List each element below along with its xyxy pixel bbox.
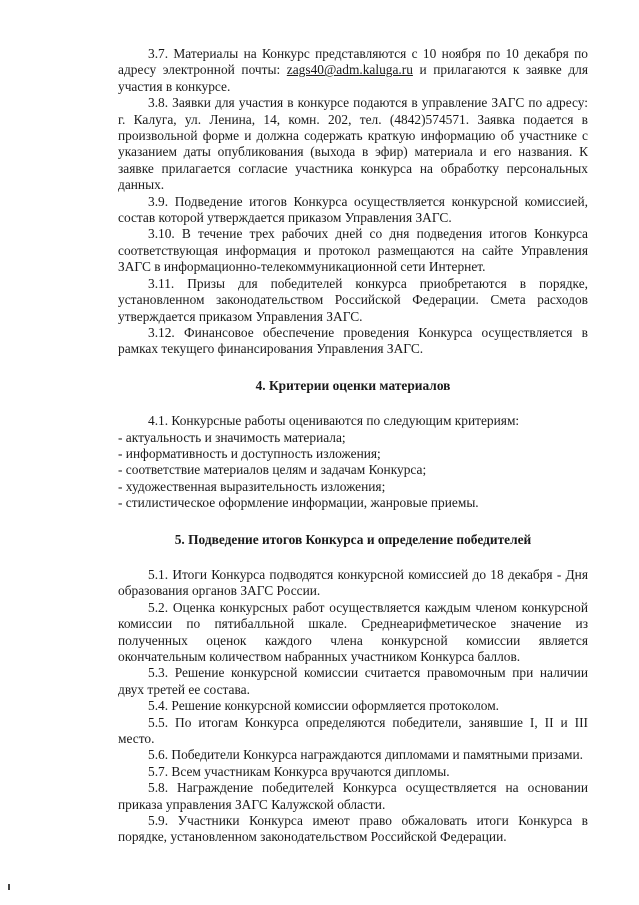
paragraph-5-1: 5.1. Итоги Конкурса подводятся конкурсной комиссией до 18 декабря - Дня образования органов ЗАГС России.	[118, 566, 588, 599]
paragraph-5-7: 5.7. Всем участникам Конкурса вручаются дипломы.	[148, 763, 450, 779]
paragraph-3-7	[118, 46, 588, 95]
criteria-item: - информативность и доступность изложения;	[118, 445, 381, 461]
paragraph-3-11: 3.11. Призы для победителей конкурса приобретаются в порядке, установленном законодательством Российской Федерации. Смета расходов утверждается приказом Управления ЗАГС.	[118, 275, 588, 324]
criteria-item: - стилистическое оформление информации, жанровые приемы.	[118, 495, 479, 511]
paragraph-5-5: 5.5. По итогам Конкурса определяются победители, занявшие I, II и III место.	[118, 714, 588, 747]
paragraph-5-2: 5.2. Оценка конкурсных работ осуществляется каждым членом конкурсной комиссии по пятибалльной шкале. Среднеарифметическое значение из полученных оценок каждого члена конкурсной комиссии является окончательным количеством набранных участником Конкурса баллов.	[118, 599, 588, 664]
spacer	[118, 512, 588, 532]
criteria-item: - актуальность и значимость материала;	[118, 429, 346, 445]
section-5-heading: 5. Подведение итогов Конкурса и определение победителей	[174, 531, 532, 547]
section-4-heading: 4. Критерии оценки материалов	[255, 377, 451, 393]
spacer	[118, 358, 588, 378]
scan-mark	[8, 884, 10, 890]
criteria-item: - художественная выразительность изложения;	[118, 478, 386, 494]
paragraph-5-8: 5.8. Награждение победителей Конкурса осуществляется на основании приказа управления ЗАГС Калужской области.	[118, 780, 588, 812]
paragraph-5-4: 5.4. Решение конкурсной комиссии оформляется протоколом.	[148, 698, 500, 714]
paragraph-3-7-text-end: и прилагаются к заявке для участия в конкурсе.	[118, 62, 588, 94]
spacer	[118, 394, 588, 413]
email-link[interactable]: zags40@adm.kaluga.ru	[286, 62, 413, 78]
paragraph-3-8: 3.8. Заявки для участия в конкурсе подаются в управление ЗАГС по адресу: г. Калуга, ул. Ленина, 14, комн. 202, тел. (4842)574571. Заявка подается в произвольной форме и должна содержать краткую информацию об участнике с указанием даты опубликования (выхода в эфир) материала и его названия. К заявке прилагается согласие участника конкурса на обработку персональных данных.	[118, 95, 588, 193]
paragraph-3-12: 3.12. Финансовое обеспечение проведения Конкурса осуществляется в рамках текущего финансирования Управления ЗАГС.	[118, 324, 588, 357]
criteria-list	[118, 430, 588, 512]
paragraph-5-6: 5.6. Победители Конкурса награждаются дипломами и памятными призами.	[148, 747, 584, 763]
paragraph-5-3: 5.3. Решение конкурсной комиссии считается правомочным при наличии двух третей ее состава.	[118, 665, 588, 697]
paragraph-3-10: 3.10. В течение трех рабочих дней со дня подведения итогов Конкурса соответствующая информация и протокол размещаются на сайте Управления ЗАГС в информационно-телекоммуникационной сети Интернет.	[118, 226, 588, 275]
criteria-item: - соответствие материалов целям и задачам Конкурса;	[118, 462, 427, 478]
paragraph-5-9: 5.9. Участники Конкурса имеют право обжаловать итоги Конкурса в порядке, установленном законодательством Российской Федерации.	[118, 813, 588, 845]
document-body	[118, 46, 588, 846]
spacer	[118, 548, 588, 567]
criteria-intro: 4.1. Конкурсные работы оцениваются по следующим критериям:	[148, 413, 520, 429]
paragraph-3-7-text-start: 3.7. Материалы на Конкурс представляются с 10 ноября по 10 декабря по адресу электронной почты:	[118, 46, 588, 78]
paragraph-3-9: 3.9. Подведение итогов Конкурса осуществляется конкурсной комиссией, состав которой утверждается приказом Управления ЗАГС.	[118, 193, 588, 226]
